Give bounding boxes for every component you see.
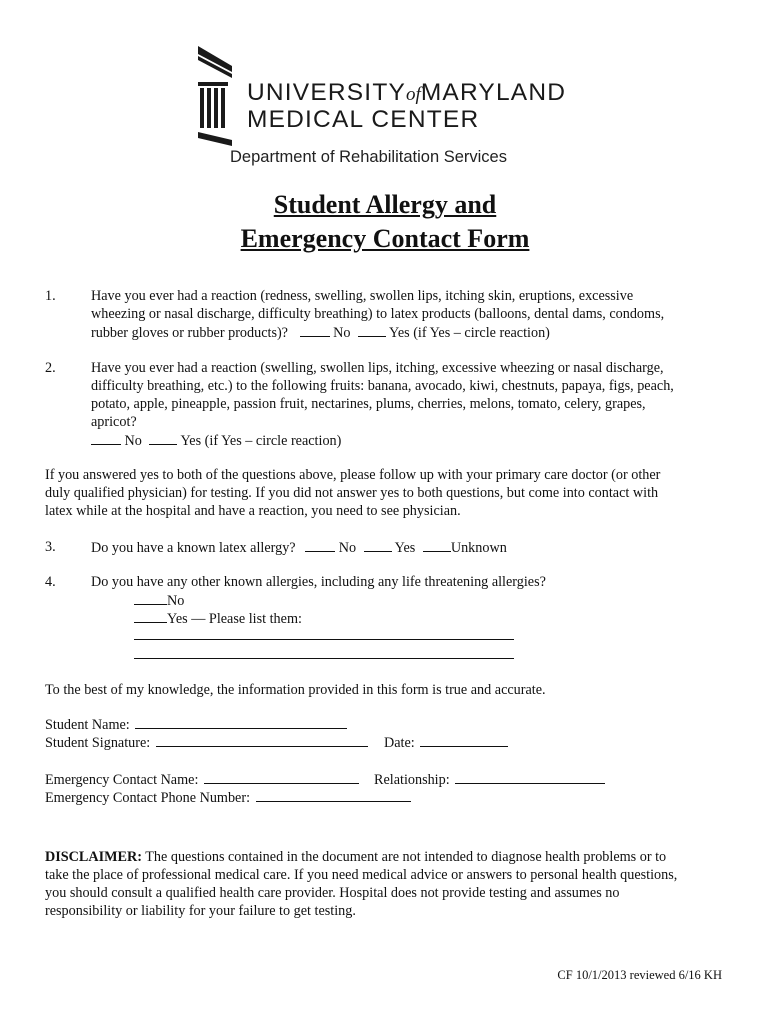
question-2-line1: Have you ever had a reaction (swelling, swollen lips, itching, excessive wheezing or nasal discharge, <box>91 360 664 376</box>
relationship-field <box>374 770 605 789</box>
department-name: Department of Rehabilitation Services <box>230 148 507 166</box>
question-2-line3: potato, apple, pineapple, passion fruit, nectarines, plums, cherries, melons, tomato, celery, grapes, <box>91 396 646 412</box>
question-2-line4: apricot? <box>91 414 137 430</box>
q1-yes-label: Yes (if Yes – circle reaction) <box>389 325 550 341</box>
q1-no-label: No <box>333 325 351 341</box>
followup-line1: If you answered yes to both of the questions above, please follow up with your primary care doctor (or other <box>45 467 661 483</box>
q3-no-blank[interactable] <box>305 538 335 552</box>
page-title-line1: Student Allergy and <box>273 190 497 219</box>
question-4-text: Do you have any other known allergies, including any life threatening allergies? <box>91 574 546 590</box>
question-3-text: Do you have a known latex allergy? <box>91 540 296 556</box>
question-4-number: 4. <box>45 574 56 590</box>
q1-no-blank[interactable] <box>300 323 330 337</box>
emergency-contact-name-input[interactable] <box>204 770 359 784</box>
student-signature-label: Student Signature: <box>45 735 151 751</box>
q3-yes-label: Yes <box>394 540 416 556</box>
question-1-number: 1. <box>45 288 56 304</box>
org-name-line2: MEDICAL CENTER <box>247 106 480 133</box>
followup-line3: latex while at the hospital and have a reaction, you need to see physician. <box>45 503 461 519</box>
student-name-field <box>45 715 347 734</box>
question-1-line3 <box>91 323 731 342</box>
student-name-label: Student Name: <box>45 717 130 733</box>
student-name-input[interactable] <box>135 715 347 729</box>
emergency-contact-name-field <box>45 770 359 789</box>
emergency-phone-input[interactable] <box>256 788 411 802</box>
q3-unknown-label: Unknown <box>450 540 507 556</box>
question-1-line2: wheezing or nasal discharge, difficulty breathing) to latex products (balloons, dental dams, condoms, <box>91 306 665 322</box>
followup-line2: duly qualified physician) for testing. If you did not answer yes to both questions, but come into contact with <box>45 485 659 501</box>
question-1-line1: Have you ever had a reaction (redness, swelling, swollen lips, itching skin, eruptions, excessive <box>91 288 634 304</box>
q3-no-label: No <box>338 540 357 556</box>
disclaimer-line3: you should consult a qualified health care provider. Hospital does not provide testing and assumes no <box>45 885 620 901</box>
org-name-line1: UNIVERSITYofMARYLAND <box>247 79 567 106</box>
relationship-input[interactable] <box>455 770 605 784</box>
page-title-line2: Emergency Contact Form <box>240 224 530 253</box>
student-signature-field <box>45 733 368 752</box>
q3-unknown-blank[interactable] <box>423 538 451 552</box>
q4-allergy-list-line-2[interactable] <box>134 658 514 659</box>
disclaimer-line1-text: The questions contained in the document are not intended to diagnose health problems or to <box>145 849 667 865</box>
q4-allergy-list-line-1[interactable] <box>134 639 514 640</box>
question-2-number: 2. <box>45 360 56 376</box>
university-logo-icon <box>192 44 238 148</box>
emergency-contact-name-label: Emergency Contact Name: <box>45 772 199 788</box>
disclaimer-line2: take the place of professional medical care. If you need medical advice or answers to personal health questions, <box>45 867 678 883</box>
q3-yes-blank[interactable] <box>364 538 392 552</box>
q2-yes-blank[interactable] <box>149 431 177 445</box>
followup-paragraph <box>45 466 735 520</box>
question-3-number: 3. <box>45 539 56 555</box>
question-2-line2: difficulty breathing, etc.) to the following fruits: banana, avocado, kiwi, chestnuts, papaya, figs, peach, <box>91 378 674 394</box>
disclaimer-line4: responsibility or liability for your failure to get testing. <box>45 903 356 919</box>
q4-no-blank[interactable] <box>134 591 167 605</box>
q4-no-label: No <box>167 593 185 609</box>
disclaimer-line1 <box>45 848 735 866</box>
q4-yes-option <box>134 609 302 628</box>
emergency-phone-label: Emergency Contact Phone Number: <box>45 790 251 806</box>
question-1 <box>91 287 731 342</box>
q1-yes-blank[interactable] <box>358 323 386 337</box>
q2-yes-label: Yes (if Yes – circle reaction) <box>180 433 342 449</box>
student-signature-input[interactable] <box>156 733 368 747</box>
question-3 <box>91 538 731 557</box>
relationship-label: Relationship: <box>374 772 450 788</box>
disclaimer-label: DISCLAIMER: <box>45 849 142 865</box>
form-revision-code: CF 10/1/2013 reviewed 6/16 KH <box>557 968 722 982</box>
date-label: Date: <box>384 735 415 751</box>
q4-yes-blank[interactable] <box>134 609 167 623</box>
question-2 <box>91 359 731 450</box>
date-field <box>384 733 508 752</box>
attestation-statement: To the best of my knowledge, the information provided in this form is true and accurate. <box>45 682 546 698</box>
q4-yes-label: Yes — Please list them: <box>167 611 302 627</box>
question-1-line3-text: rubber gloves or rubber products)? <box>91 325 288 341</box>
disclaimer <box>45 848 735 920</box>
date-input[interactable] <box>420 733 508 747</box>
q2-no-label: No <box>124 433 142 449</box>
q2-no-blank[interactable] <box>91 431 121 445</box>
question-2-options <box>91 431 731 450</box>
q4-no-option <box>134 591 184 610</box>
emergency-phone-field <box>45 788 411 807</box>
